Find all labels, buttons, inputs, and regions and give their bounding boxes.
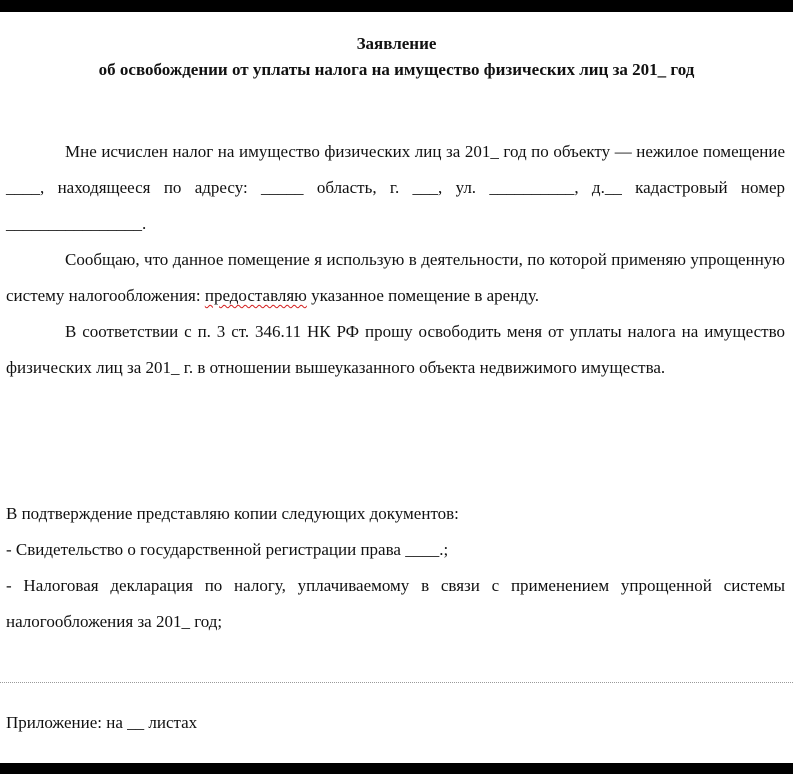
spellcheck-flagged-word[interactable]: предоставляю — [204, 286, 307, 305]
top-border-bar — [0, 0, 793, 12]
document-list-item: - Налоговая декларация по налогу, уплачиваемому в связи с применением упрощенной системы налогообложения за 201_ год; — [6, 576, 785, 631]
document-body — [6, 134, 785, 386]
paragraph-usn-usage — [6, 242, 785, 314]
bottom-border-bar — [0, 763, 793, 774]
paragraph-usn-usage-end: указанное помещение в аренду. — [306, 286, 539, 305]
paragraph-tax-calculated: Мне исчислен налог на имущество физических лиц за 201_ год по объекту — нежилое помещение ____, находящееся по адресу: _____ область, г. ___, ул. __________, д.__ кадастровый номер ________________. — [6, 142, 785, 233]
appendix-line: Приложение: на __ листах — [6, 713, 198, 732]
document-title: Заявление — [356, 34, 437, 53]
page-break-separator — [0, 682, 793, 683]
paragraph-exemption-request: В соответствии с п. 3 ст. 346.11 НК РФ прошу освободить меня от уплаты налога на имущество физических лиц за 201_ г. в отношении вышеуказанного объекта недвижимого имущества. — [6, 322, 785, 377]
document-list-item: - Свидетельство о государственной регистрации права ____.; — [6, 540, 449, 559]
confirmation-intro: В подтверждение представляю копии следующих документов: — [6, 504, 459, 523]
document-subtitle: об освобождении от уплаты налога на имущество физических лиц за 201_ год — [98, 60, 695, 79]
paragraph-usn-usage-start: Сообщаю, что данное помещение я использую в деятельности, по которой применяю упрощенную систему налогообложения: — [6, 250, 785, 305]
documents-section — [6, 496, 785, 640]
